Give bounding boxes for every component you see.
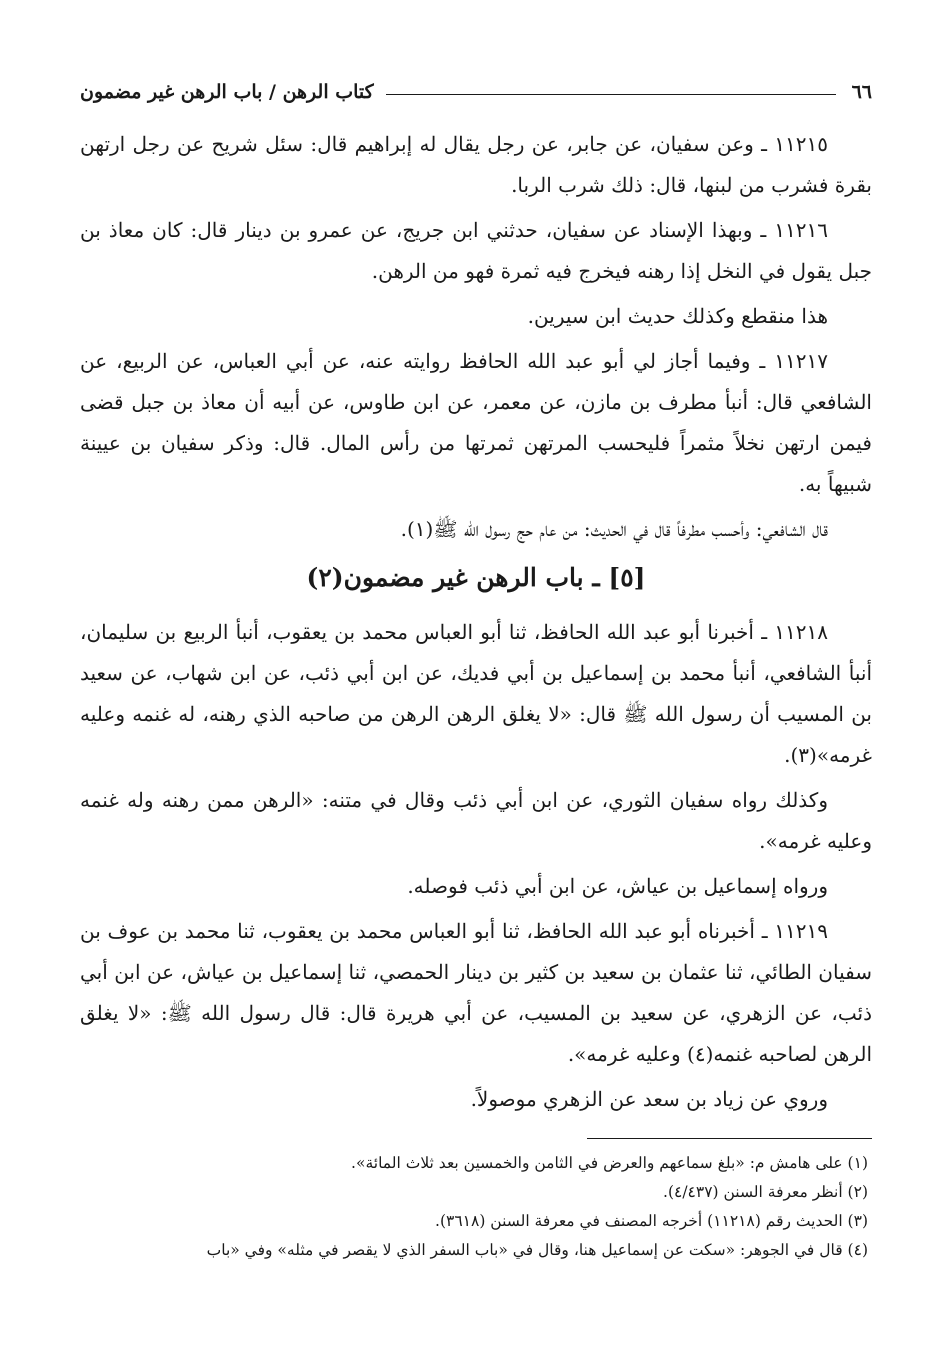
commentary-paragraph: قال الشافعي: وأحسب مطرفاً قال في الحديث: من عام حج رسول الله ﷺ(١). (400, 517, 828, 541)
footnote-divider (587, 1138, 872, 1139)
commentary-paragraph: وكذلك رواه سفيان الثوري، عن ابن أبي ذئب وقال في متنه: «الرهن ممن رهنه وله غنمه وعليه غرمه». (80, 788, 872, 853)
hadith-11216: ١١٢١٦ ـ وبهذا الإسناد عن سفيان، حدثني ابن جريج، عن عمرو بن دينار قال: كان معاذ بن جبل يقول في النخل إذا رهنه فيخرج فيه ثمرة فهو من الرهن. (80, 218, 872, 283)
section-heading: [٥] ـ باب الرهن غير مضمون(٢) (306, 563, 646, 592)
footnote-1: (١) على هامش م: «بلغ سماعهم والعرض في الثامن والخمسين بعد ثلاث المائة». (351, 1154, 868, 1172)
footnote-2: (٢) أنظر معرفة السنن (٤/٤٣٧). (663, 1183, 868, 1201)
footnote-4: (٤) قال في الجوهر: «سكت عن إسماعيل هنا، وقال في «باب السفر الذي لا يقصر في مثله» وفي «باب (206, 1241, 868, 1259)
commentary-paragraph: وروي عن زياد بن سعد عن الزهري موصولاً. (470, 1087, 828, 1111)
footnote-3: (٣) الحديث رقم (١١٢١٨) أخرجه المصنف في معرفة السنن (٣٦١٨). (435, 1212, 868, 1230)
commentary-paragraph: ورواه إسماعيل بن عياش، عن ابن أبي ذئب فوصله. (407, 874, 828, 898)
book-page (80, 70, 872, 1265)
running-head (80, 70, 872, 114)
hadith-11217: ١١٢١٧ ـ وفيما أجاز لي أبو عبد الله الحافظ روايته عنه، عن أبي العباس، عن الربيع، عن الشافعي قال: أنبأ مطرف بن مازن، عن معمر، عن ابن طاوس، عن أبيه أن معاذ بن جبل قضى فيمن ارتهن نخلاً مثمراً فليحسب المرتهن ثمرتها من رأس المال. قال: وذكر سفيان بن عيينة شبيهاً به. (80, 349, 872, 496)
main-text (80, 124, 872, 1120)
hadith-11215: ١١٢١٥ ـ وعن سفيان، عن جابر، عن رجل يقال له إبراهيم قال: سئل شريح عن رجل ارتهن بقرة فشرب من لبنها، قال: ذلك شرب الربا. (80, 132, 872, 197)
hadith-11219: ١١٢١٩ ـ أخبرناه أبو عبد الله الحافظ، ثنا أبو العباس محمد بن يعقوب، ثنا محمد بن عوف بن سفيان الطائي، ثنا عثمان بن سعيد بن كثير بن دينار الحمصي، ثنا إسماعيل بن عياش، عن ابن أبي ذئب، عن الزهري، عن سعيد بن المسيب، عن أبي هريرة قال: قال رسول الله ﷺ: «لا يغلق الرهن لصاحبه غنمه(٤) وعليه غرمه». (80, 919, 872, 1066)
commentary-paragraph: هذا منقطع وكذلك حديث ابن سيرين. (527, 304, 828, 328)
footnotes (80, 1149, 872, 1265)
hadith-11218: ١١٢١٨ ـ أخبرنا أبو عبد الله الحافظ، ثنا أبو العباس محمد بن يعقوب، أنبأ الربيع بن سليمان، أنبأ الشافعي، أنبأ محمد بن إسماعيل بن أبي فديك، عن ابن أبي ذئب، عن ابن شهاب، عن سعيد بن المسيب أن رسول الله ﷺ قال: «لا يغلق الرهن الرهن من صاحبه الذي رهنه، له غنمه وعليه غرمه»(٣). (80, 620, 872, 767)
chapter-title: كتاب الرهن / باب الرهن غير مضمون (80, 81, 374, 103)
page-number: ٦٦ (851, 81, 872, 103)
header-rule (386, 94, 836, 95)
